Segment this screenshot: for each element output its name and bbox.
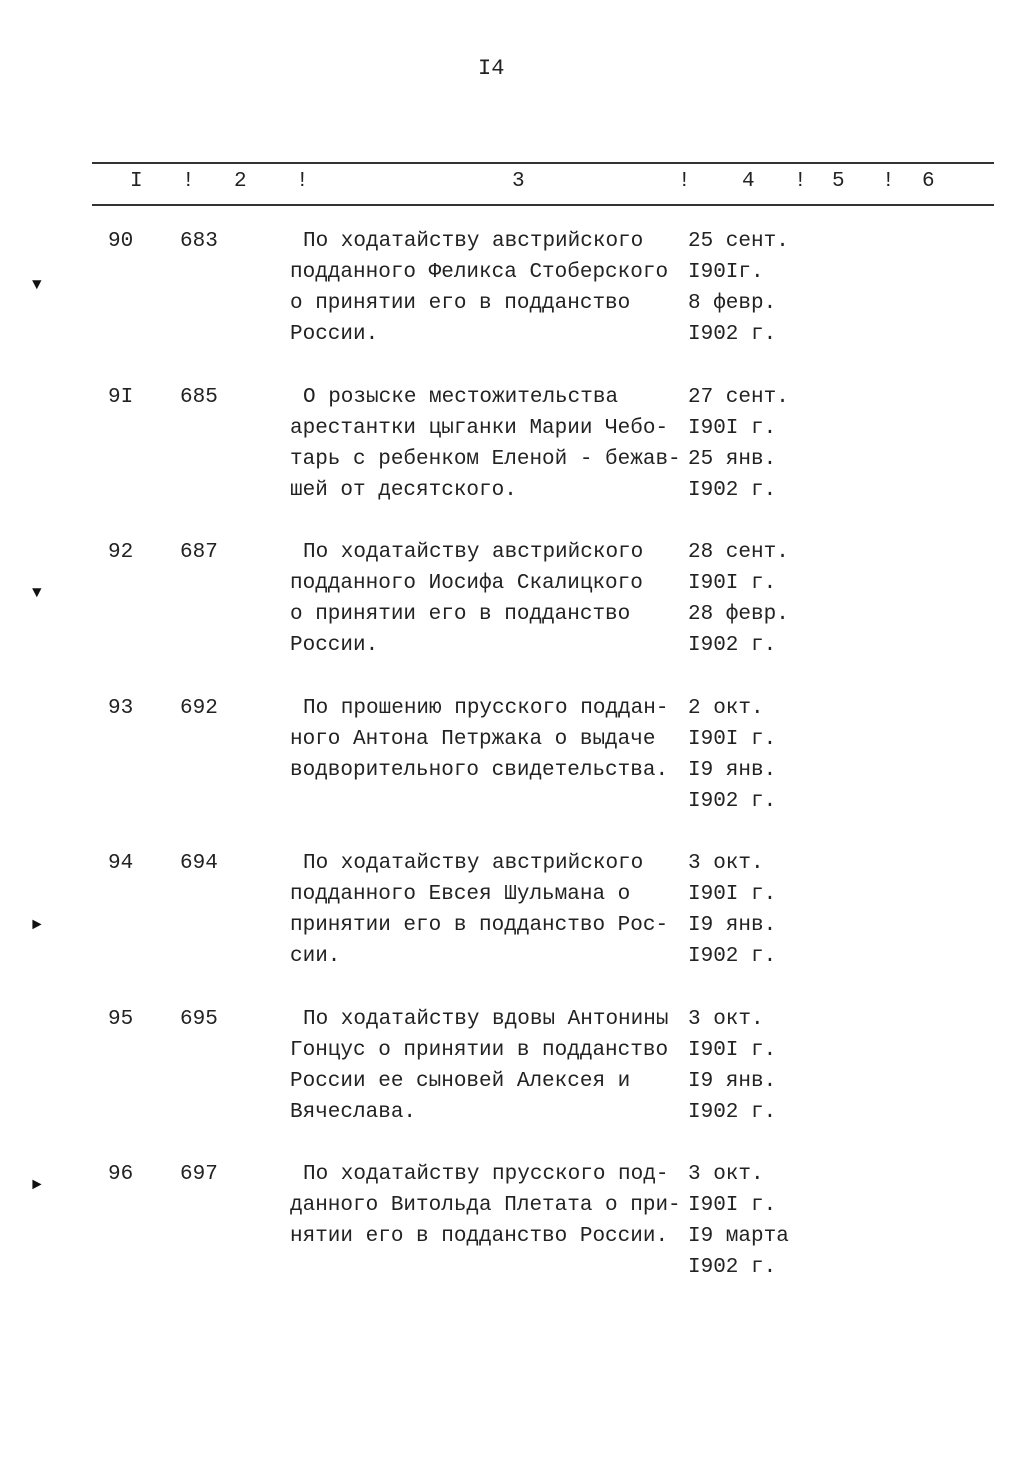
description-line: По ходатайству австрийского xyxy=(303,230,644,253)
date-line: I902 г. xyxy=(688,1100,777,1124)
description-line: По ходатайству прусского под- xyxy=(303,1163,669,1186)
date-line: I9 янв. xyxy=(688,758,777,782)
binding-mark: ► xyxy=(32,916,42,934)
col-separator: ! xyxy=(182,170,195,193)
entry-description xyxy=(290,1159,681,1252)
entry-number: 93 xyxy=(108,696,134,720)
entry-dates xyxy=(688,693,776,817)
description-line: По ходатайству вдовы Антонины xyxy=(303,1007,669,1031)
file-number: 692 xyxy=(180,696,218,720)
description-line: данного Витольда Плетата о при- xyxy=(290,1194,681,1217)
description-line: сии. xyxy=(290,945,341,968)
description-line: О розыске местожительства xyxy=(303,385,619,409)
file-number: 695 xyxy=(180,1007,218,1031)
description-line: Вячеслава. xyxy=(290,1100,417,1124)
col-separator: ! xyxy=(882,170,895,193)
col-header: 5 xyxy=(832,170,845,193)
description-line: о принятии его в подданство xyxy=(290,603,631,626)
date-line: I90I г. xyxy=(688,883,777,906)
binding-mark: ▼ xyxy=(32,584,42,602)
date-line: I9 марта xyxy=(688,1225,789,1248)
description-line: Гонцус о принятии в подданство xyxy=(290,1038,669,1062)
description-line: подданного Евсея Шульмана о xyxy=(290,883,631,906)
entry-description xyxy=(290,693,668,786)
date-line: I90I г. xyxy=(688,416,777,440)
description-line: По ходатайству австрийского xyxy=(303,541,644,564)
description-line: подданного Феликса Стоберского xyxy=(290,261,669,284)
description-line: России. xyxy=(290,323,379,346)
date-line: I902 г. xyxy=(688,789,777,813)
table-top-rule xyxy=(92,162,994,164)
entry-description xyxy=(290,537,643,661)
table-header-rule xyxy=(92,204,994,206)
date-line: 8 февр. xyxy=(688,292,777,315)
entry-description xyxy=(290,226,668,350)
entry-description xyxy=(290,1004,668,1128)
file-number: 694 xyxy=(180,852,218,875)
entry-number: 96 xyxy=(108,1163,134,1186)
description-line: шей от десятского. xyxy=(290,478,517,502)
description-line: арестантки цыганки Марии Чебо- xyxy=(290,416,669,440)
entry-dates xyxy=(688,537,789,661)
col-separator: ! xyxy=(296,170,309,193)
date-line: 3 окт. xyxy=(688,852,764,875)
date-line: 2 окт. xyxy=(688,696,764,720)
file-number: 685 xyxy=(180,385,218,409)
date-line: I902 г. xyxy=(688,478,777,502)
date-line: I90Iг. xyxy=(688,261,764,284)
col-separator: ! xyxy=(678,170,691,193)
entry-number: 94 xyxy=(108,852,134,875)
page-number: I4 xyxy=(478,56,505,81)
date-line: I902 г. xyxy=(688,945,777,968)
description-line: подданного Иосифа Скалицкого xyxy=(290,572,643,595)
description-line: тарь с ребенком Еленой - бежав- xyxy=(290,447,681,471)
description-line: о принятии его в подданство xyxy=(290,292,631,315)
entry-dates xyxy=(688,226,789,350)
col-header: I xyxy=(130,170,143,193)
date-line: I9 янв. xyxy=(688,1069,777,1093)
description-line: По прошению прусского поддан- xyxy=(303,696,669,720)
table-row xyxy=(0,848,1024,988)
binding-mark: ► xyxy=(32,1176,42,1194)
col-header: 2 xyxy=(234,170,247,193)
description-line: принятии его в подданство Рос- xyxy=(290,914,669,937)
file-number: 683 xyxy=(180,230,218,253)
table-row xyxy=(0,1004,1024,1144)
file-number: 687 xyxy=(180,541,218,564)
entry-description xyxy=(290,382,681,506)
entry-number: 90 xyxy=(108,230,134,253)
table-row xyxy=(0,226,1024,366)
date-line: 27 сент. xyxy=(688,385,789,409)
description-line: нятии его в подданство России. xyxy=(290,1225,669,1248)
date-line: I902 г. xyxy=(688,1256,777,1279)
date-line: 28 сент. xyxy=(688,541,789,564)
table-row xyxy=(0,1159,1024,1299)
col-header: 3 xyxy=(512,170,525,193)
date-line: I90I г. xyxy=(688,1194,777,1217)
entry-dates xyxy=(688,1159,789,1283)
description-line: водворительного свидетельства. xyxy=(290,758,669,782)
date-line: 28 февр. xyxy=(688,603,789,626)
entry-dates xyxy=(688,848,776,972)
date-line: 3 окт. xyxy=(688,1163,764,1186)
date-line: I902 г. xyxy=(688,323,777,346)
date-line: 25 сент. xyxy=(688,230,789,253)
entry-dates xyxy=(688,1004,776,1128)
description-line: России ее сыновей Алексея и xyxy=(290,1069,631,1093)
date-line: I90I г. xyxy=(688,572,777,595)
col-header: 4 xyxy=(742,170,755,193)
entry-number: 92 xyxy=(108,541,134,564)
table-row xyxy=(0,693,1024,833)
table-row xyxy=(0,382,1024,522)
entry-description xyxy=(290,848,668,972)
description-line: России. xyxy=(290,634,379,657)
table-row xyxy=(0,537,1024,677)
description-line: По ходатайству австрийского xyxy=(303,852,644,875)
col-header: 6 xyxy=(922,170,935,193)
date-line: I902 г. xyxy=(688,634,777,657)
file-number: 697 xyxy=(180,1163,218,1186)
entry-dates xyxy=(688,382,789,506)
date-line: I90I г. xyxy=(688,727,777,751)
date-line: I90I г. xyxy=(688,1038,777,1062)
binding-mark: ▼ xyxy=(32,276,42,294)
col-separator: ! xyxy=(794,170,807,193)
date-line: I9 янв. xyxy=(688,914,777,937)
date-line: 3 окт. xyxy=(688,1007,764,1031)
entry-number: 95 xyxy=(108,1007,134,1031)
description-line: ного Антона Петржака о выдаче xyxy=(290,727,656,751)
entry-number: 9I xyxy=(108,385,134,409)
date-line: 25 янв. xyxy=(688,447,777,471)
